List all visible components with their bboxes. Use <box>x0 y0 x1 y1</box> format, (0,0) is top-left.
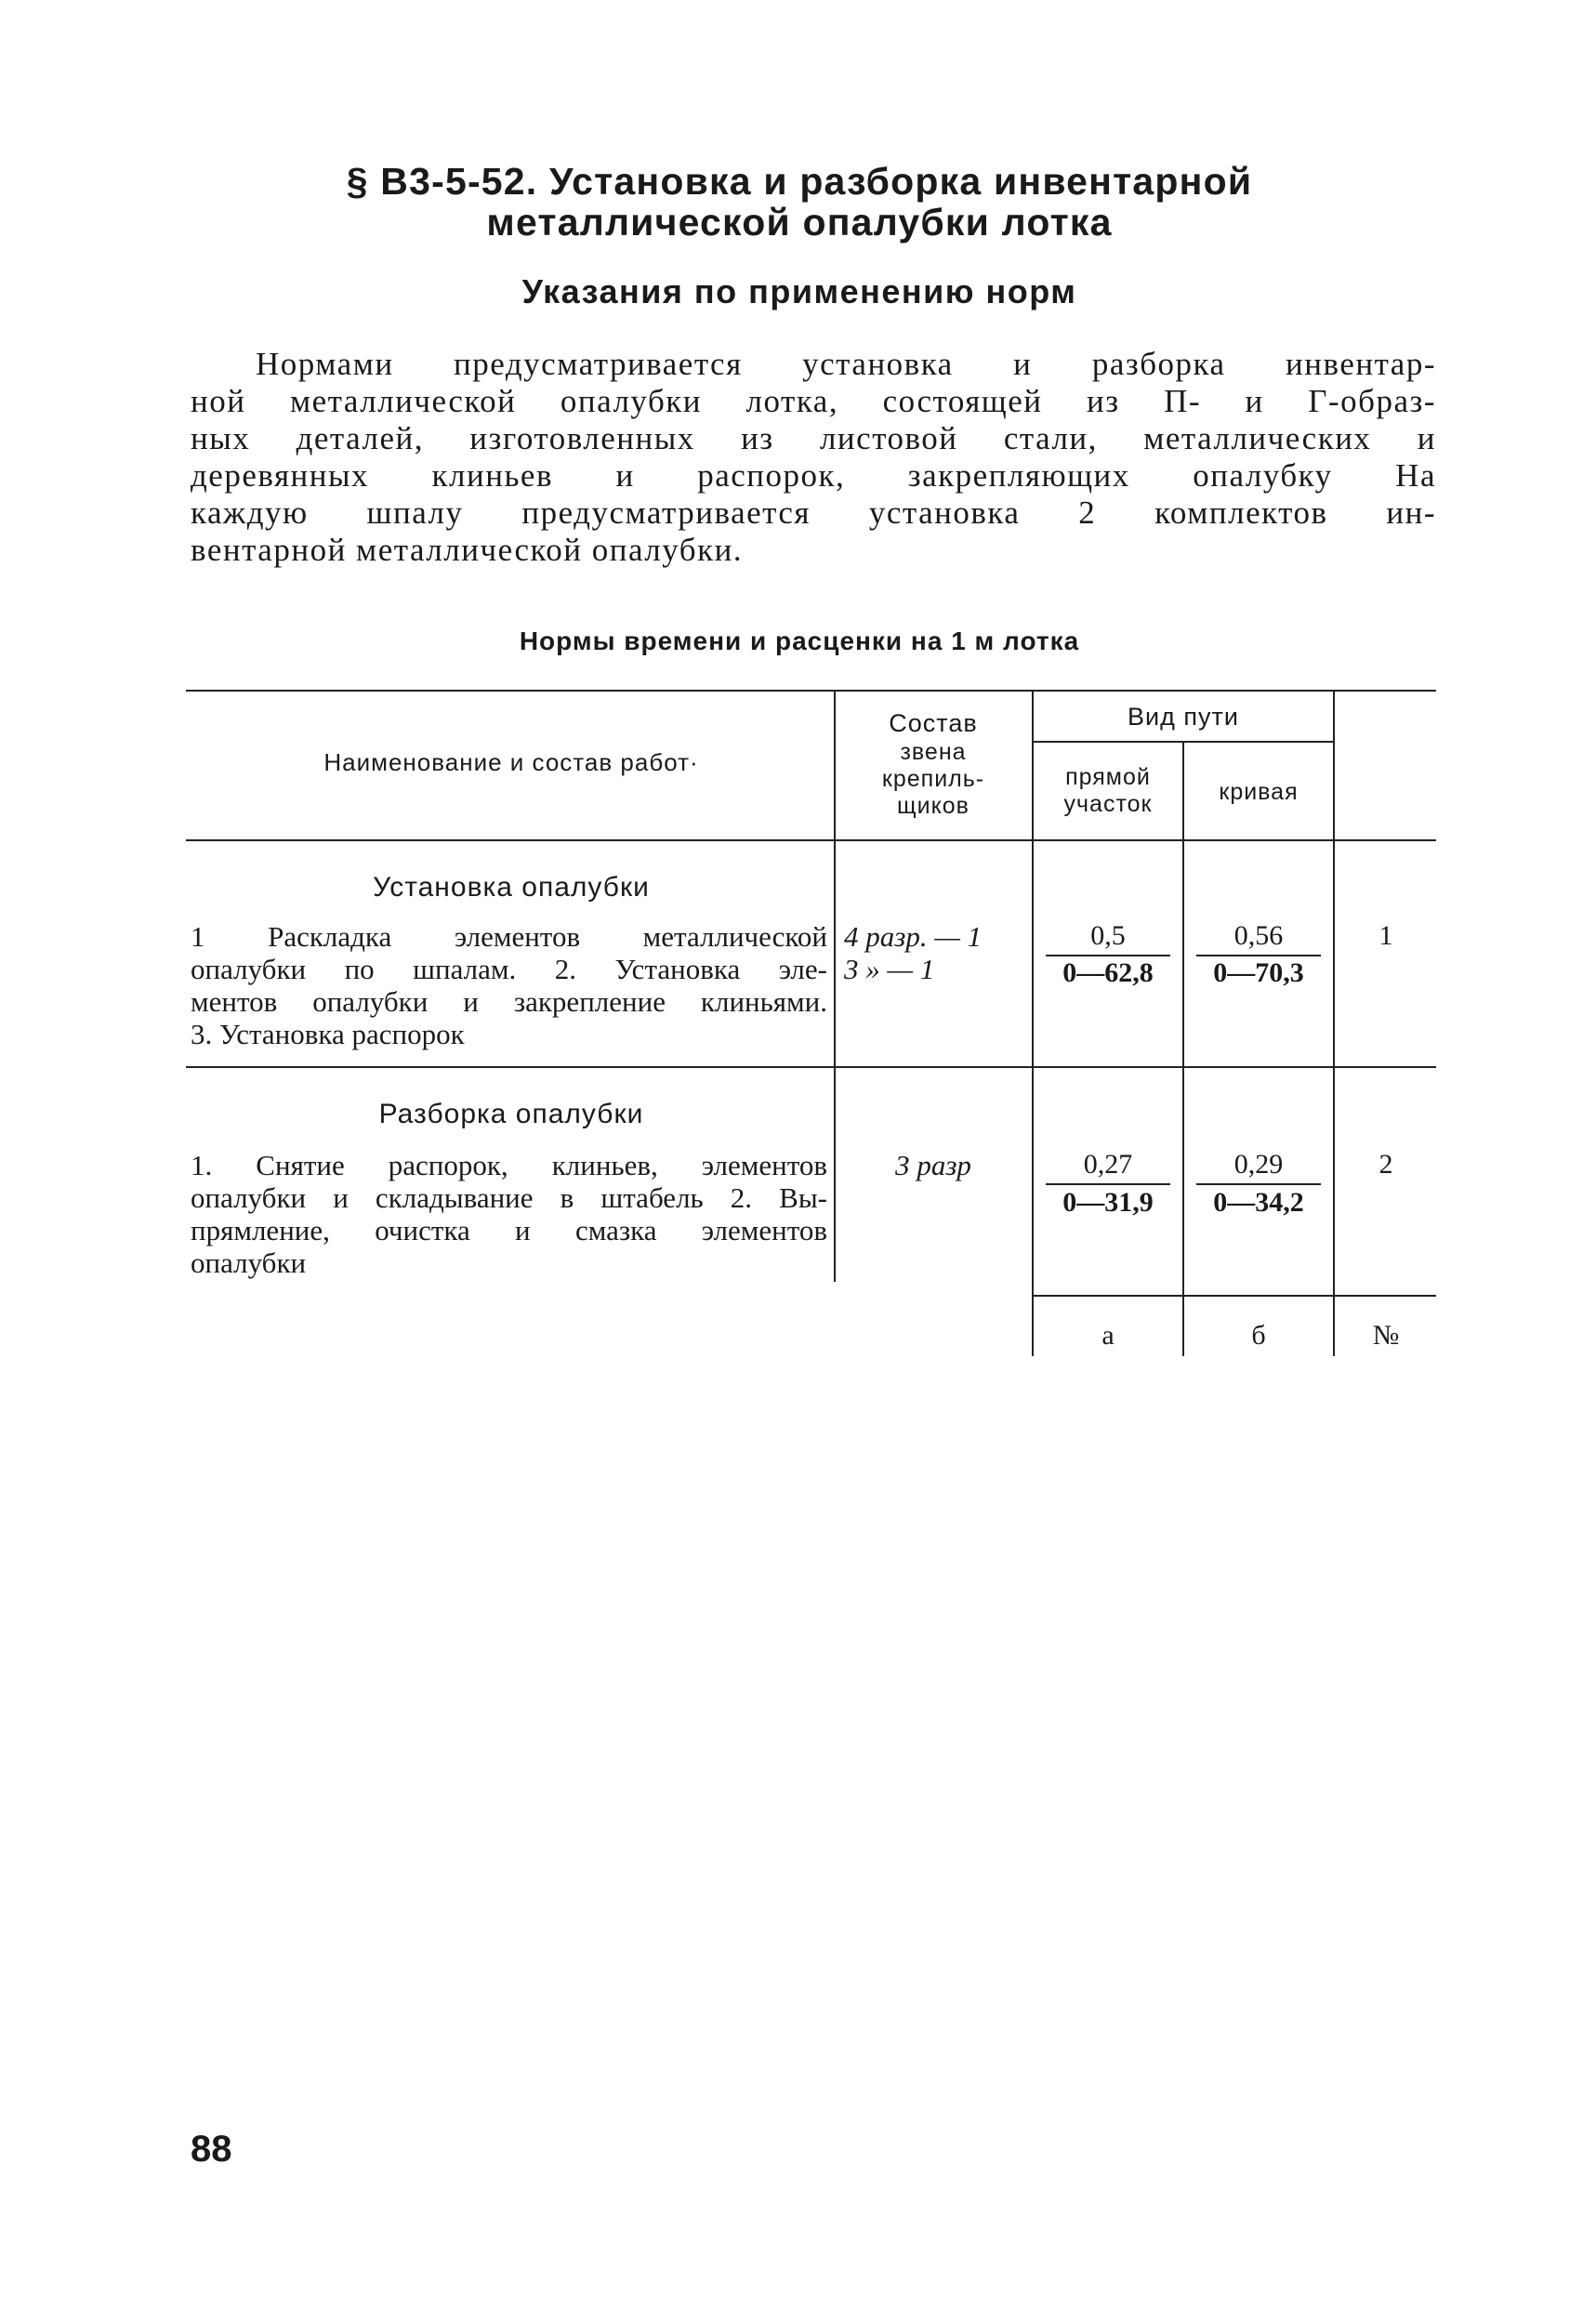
row-description-line: опалубки и складывание в штабель 2. Вы- <box>191 1181 827 1214</box>
header-curve: кривая <box>1219 779 1299 805</box>
row-description-line: 3. Установка распорок <box>191 1018 465 1050</box>
section-title-line-2: металлической опалубки лотка <box>486 201 1113 244</box>
header-track-type: Вид пути <box>1128 703 1239 731</box>
time-norm-straight: 0,27 <box>1083 1149 1133 1180</box>
crew-composition: 4 разр. — 1 <box>844 920 983 953</box>
footer-top-rule <box>1032 1295 1436 1297</box>
footer-col-a: а <box>1101 1320 1115 1351</box>
row-section-title: Разборка опалубки <box>378 1099 644 1129</box>
header-straight-line: участок <box>1063 791 1153 817</box>
row-description-line: ментов опалубки и закрепление клиньями. <box>191 985 827 1018</box>
row-section-title: Установка опалубки <box>373 872 650 903</box>
column-divider-number <box>1333 690 1335 1356</box>
intro-line: вентарной металлической опалубки. <box>191 532 744 568</box>
footer-col-number: № <box>1372 1320 1400 1351</box>
rate-curve: 0—70,3 <box>1213 957 1304 988</box>
row-description-line: 1 Раскладка элементов металлической <box>191 920 827 953</box>
table-top-rule <box>186 690 1436 692</box>
crew-composition: 3 разр <box>895 1149 971 1181</box>
intro-line: деревянных клиньев и распорок, закрепляющих опалубку На <box>191 457 1436 494</box>
header-work-name: Наименование и состав работ· <box>323 748 699 776</box>
fraction-line <box>1196 955 1321 956</box>
crew-composition: 3 » — 1 <box>844 953 935 985</box>
time-norm-curve: 0,56 <box>1233 920 1284 951</box>
rate-straight: 0—62,8 <box>1062 957 1154 988</box>
row-number: 1 <box>1378 920 1393 951</box>
intro-line: каждую шпалу предусматривается установка 2 комплектов ин- <box>191 495 1436 531</box>
header-crew-line: Состав <box>889 709 978 737</box>
intro-line: ных деталей, изготовленных из листовой стали, металлических и <box>191 420 1436 456</box>
intro-line: Нормами предусматривается установка и разборка инвентар- <box>256 346 1436 382</box>
header-crew-line: звена <box>900 739 967 765</box>
time-norm-straight: 0,5 <box>1090 920 1126 951</box>
fraction-line <box>1196 1183 1321 1185</box>
section-title-line-1: § В3-5-52. Установка и разборка инвентарной <box>346 160 1253 203</box>
fraction-line <box>1046 1183 1170 1185</box>
row-description-line: опалубки <box>191 1246 307 1279</box>
column-divider-curve <box>1182 741 1184 1356</box>
row-description-line: опалубки по шпалам. 2. Установка эле- <box>191 953 827 985</box>
rate-curve: 0—34,2 <box>1213 1187 1304 1218</box>
row-separator-rule <box>186 1066 1436 1068</box>
row-number: 2 <box>1378 1149 1393 1180</box>
application-instructions-heading: Указания по применению норм <box>521 272 1077 310</box>
header-bottom-rule <box>186 839 1436 841</box>
page-number: 88 <box>191 2129 232 2170</box>
intro-line: ной металлической опалубки лотка, состоящей из П- и Г-образ- <box>191 383 1436 419</box>
fraction-line <box>1046 955 1170 956</box>
footer-col-b: б <box>1251 1320 1266 1351</box>
header-crew-line: щиков <box>897 793 969 819</box>
header-straight-line: прямой <box>1065 764 1151 790</box>
row-description-line: 1. Снятие распорок, клиньев, элементов <box>191 1149 827 1181</box>
table-caption: Нормы времени и расценки на 1 м лотка <box>519 626 1080 655</box>
time-norm-curve: 0,29 <box>1233 1149 1284 1180</box>
row-description-line: прямление, очистка и смазка элементов <box>191 1214 827 1246</box>
header-crew-line: крепиль- <box>881 766 985 792</box>
rate-straight: 0—31,9 <box>1062 1187 1154 1218</box>
